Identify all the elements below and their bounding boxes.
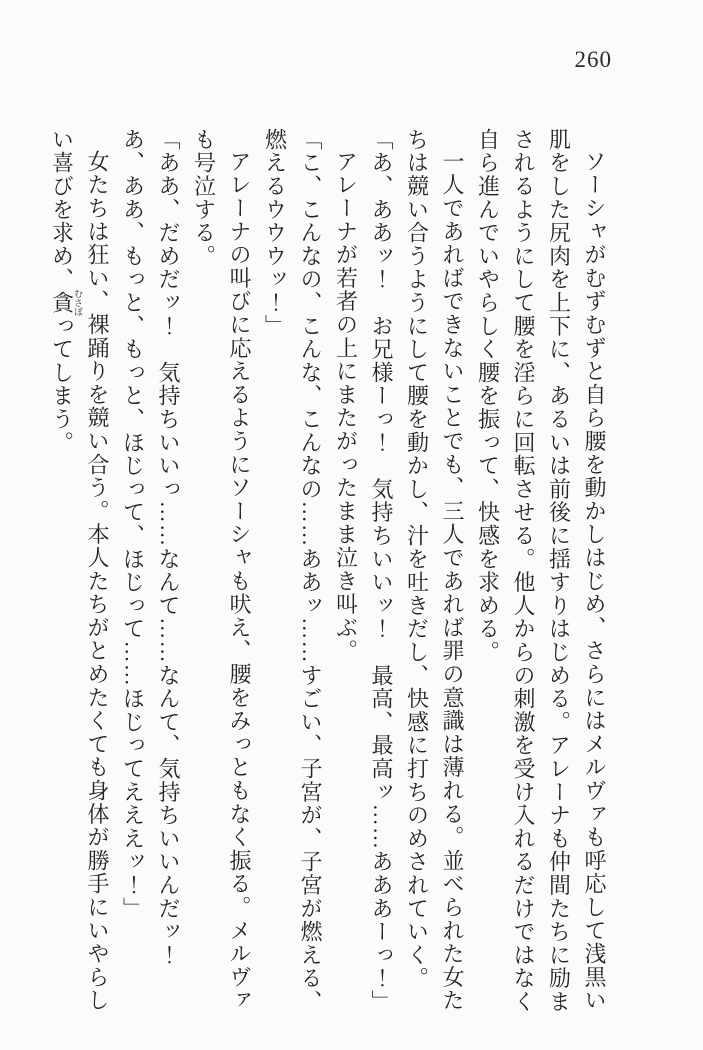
paragraph: 「ああ、だめだッ！ 気持ちいいっ……なんて……なんて、気持ちいいんだッ！ あ、ああ、もっと、もっと、ほじって、ほじって……ほじってえええッ！」 [120, 128, 181, 991]
paragraph: 一人であればできないことでも、三人であれば罪の意識は薄れる。並べられた女たちは競い合うようにして腰を動かし、汁を吐きだし、快感に打ちのめされていく。 [404, 128, 465, 1013]
paragraph: 「こ、こんなの、こんな、こんなの……ああッ……すごい、子宮が、子宮が燃える、燃えるウウウッ！」 [262, 128, 323, 1014]
body-text [44, 128, 612, 1016]
ruby-annotated-word: 貪むさぼ [49, 289, 83, 317]
paragraph: 「あ、ああッ！ お兄様ーっ！ 気持ちいいッ！ 最高、最高ッ……あああーっ！」 [369, 128, 394, 1014]
paragraph: アレーナの叫びに応えるようにソーシャも吠え、腰をみっともなく振る。メルヴァも号泣する。 [191, 128, 252, 1013]
paragraph: ソーシャがむずむずと自ら腰を動かしはじめ、さらにはメルヴァも呼応して浅黒い肌をした尻肉を上下に、あるいは前後に揺すりはじめる。アレーナも仲間たちに励まされるようにして腰を淫らに回転させる。他人からの刺激を受け入れるだけではなく自ら進んでいやらしく腰を振って、快感を求める。 [475, 128, 607, 1014]
page-number: 260 [574, 47, 612, 72]
furigana: むさぼ [73, 289, 83, 317]
paragraph: アレーナが若者の上にまたがったまま泣き叫ぶ。 [333, 150, 359, 663]
paragraph: 女たちは狂い、裸踊りを競い合う。本人たちがとめたくても身体が勝手にいやらしい喜びを求め、貪むさぼってしまう。 [49, 128, 110, 1013]
